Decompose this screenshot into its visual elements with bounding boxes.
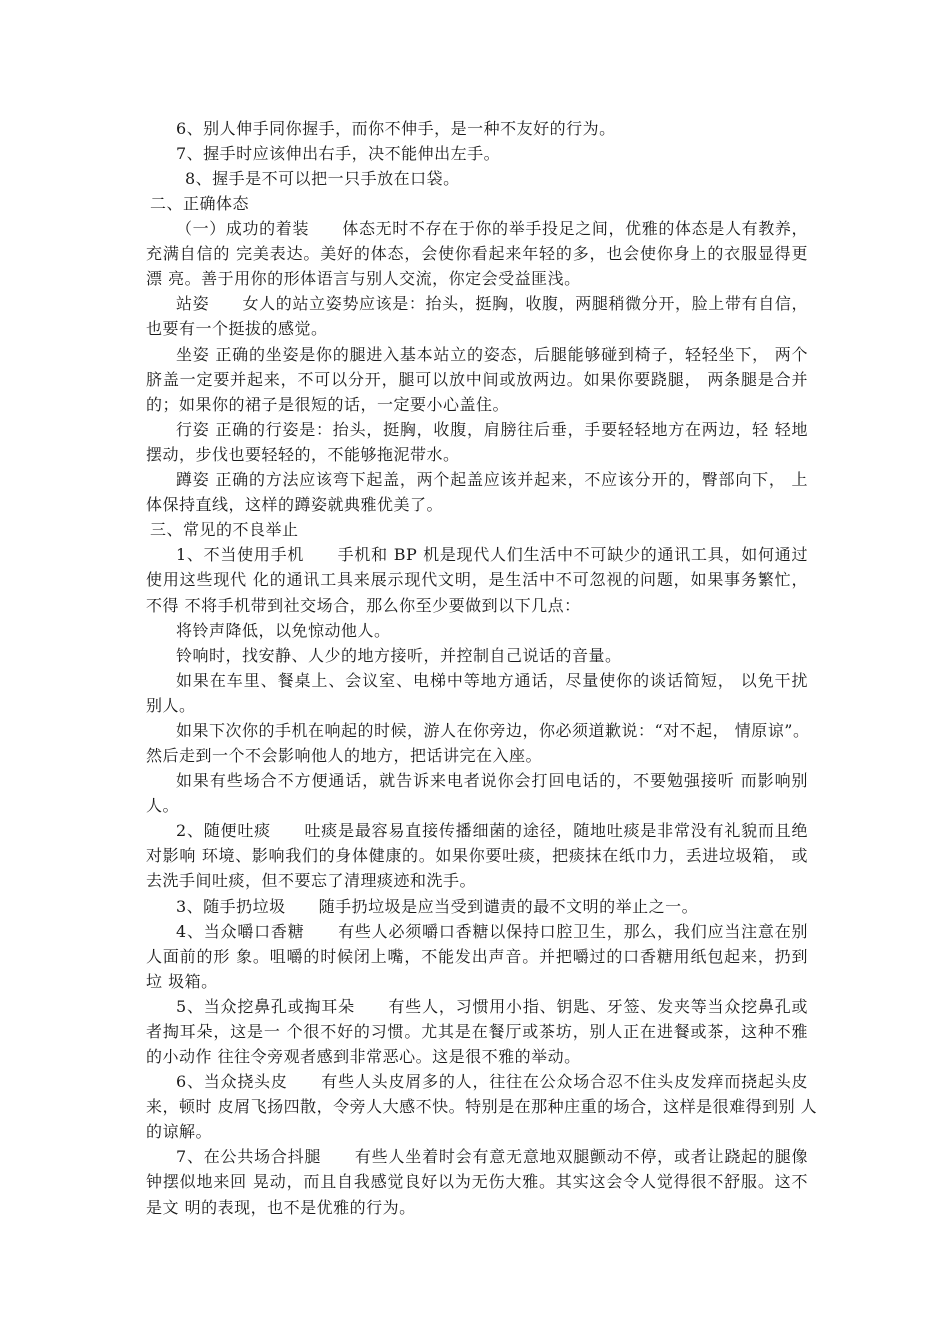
text-line: 也要有一个挺拔的感觉。 bbox=[146, 319, 328, 338]
text-line: 对影响 环境、影响我们的身体健康的。如果你要吐痰，把痰抹在纸巾力，丢进垃圾箱， 或 bbox=[146, 846, 808, 865]
text-line: 者掏耳朵，这是一 个很不好的习惯。尤其是在餐厅或茶坊，别人正在进餐或茶，这种不雅 bbox=[146, 1022, 808, 1041]
text-line: 摆动，步伐也要轻轻的，不能够拖泥带水。 bbox=[146, 445, 460, 464]
text-line: 人面前的形 象。咀嚼的时候闭上嘴，不能发出声音。并把嚼过的口香糖用纸包起来，扔到 bbox=[146, 947, 808, 966]
text-line: （一）成功的着装 体态无时不存在于你的举手投足之间，优雅的体态是人有教养， bbox=[176, 219, 808, 238]
text-line: 的；如果你的裙子是很短的话，一定要小心盖住。 bbox=[146, 395, 510, 414]
text-line: 去洗手间吐痰，但不要忘了清理痰迹和洗手。 bbox=[146, 871, 477, 890]
text-line: 7、在公共场合抖腿 有些人坐着时会有意无意地双腿颤动不停，或者让跷起的腿像 bbox=[176, 1147, 808, 1166]
text-line: 将铃声降低，以免惊动他人。 bbox=[176, 621, 391, 640]
text-line: 来，顿时 皮屑飞扬四散，令旁人大感不快。特别是在那种庄重的场合，这样是很难得到别 人 bbox=[146, 1097, 818, 1116]
text-line: 如果在车里、餐桌上、会议室、电梯中等地方通话，尽量使你的谈话简短， 以免干扰 bbox=[176, 671, 808, 690]
text-line: 行姿 正确的行姿是：抬头，挺胸，收腹，肩膀往后垂，手要轻轻地方在两边，轻 轻地 bbox=[176, 420, 808, 439]
text-line: 3、随手扔垃圾 随手扔垃圾是应当受到谴责的最不文明的举止之一。 bbox=[176, 897, 699, 916]
text-line: 站姿 女人的站立姿势应该是：抬头，挺胸，收腹，两腿稍微分开，脸上带有自信， bbox=[176, 294, 808, 313]
text-line: 垃 圾箱。 bbox=[146, 972, 218, 991]
text-line: 坐姿 正确的坐姿是你的腿进入基本站立的姿态，后腿能够碰到椅子，轻轻坐下， 两个 bbox=[176, 345, 808, 364]
text-line: 然后走到一个不会影响他人的地方，把话讲完在入座。 bbox=[146, 746, 543, 765]
text-line: 使用这些现代 化的通讯工具来展示现代文明，是生活中不可忽视的问题，如果事务繁忙， bbox=[146, 570, 808, 589]
text-line: 体保持直线，这样的蹲姿就典雅优美了。 bbox=[146, 495, 444, 514]
text-line: 1、不当使用手机 手机和 BP 机是现代人们生活中不可缺少的通讯工具，如何通过 bbox=[176, 545, 808, 564]
text-line: 钟摆似地来回 晃动，而且自我感觉良好以为无伤大雅。其实这会令人觉得很不舒服。这不 bbox=[146, 1172, 808, 1191]
section-heading: 三、常见的不良举止 bbox=[150, 520, 299, 539]
text-line: 漂 亮。善于用你的形体语言与别人交流，你定会受益匪浅。 bbox=[146, 269, 581, 288]
text-line: 7、握手时应该伸出右手，决不能伸出左手。 bbox=[176, 144, 501, 163]
text-line: 2、随便吐痰 吐痰是最容易直接传播细菌的途径，随地吐痰是非常没有礼貌而且绝 bbox=[176, 821, 808, 840]
text-line: 如果有些场合不方便通话，就告诉来电者说你会打回电话的，不要勉强接听 而影响别 bbox=[176, 771, 808, 790]
text-line: 人。 bbox=[146, 796, 180, 815]
text-line: 的谅解。 bbox=[146, 1122, 213, 1141]
text-line: 5、当众挖鼻孔或掏耳朵 有些人，习惯用小指、钥匙、牙签、发夹等当众挖鼻孔或 bbox=[176, 997, 808, 1016]
text-line: 别人。 bbox=[146, 696, 196, 715]
text-line: 是文 明的表现，也不是优雅的行为。 bbox=[146, 1198, 416, 1217]
text-line: 蹲姿 正确的方法应该弯下起盖，两个起盖应该并起来，不应该分开的，臀部向下， 上 bbox=[176, 470, 808, 489]
text-line: 8、握手是不可以把一只手放在口袋。 bbox=[185, 169, 460, 188]
text-line: 不得 不将手机带到社交场合，那么你至少要做到以下几点： bbox=[146, 596, 581, 615]
section-heading: 二、正确体态 bbox=[150, 194, 250, 213]
text-line: 充满自信的 完美表达。美好的体态，会使你看起来年轻的多，也会使你身上的衣服显得更 bbox=[146, 244, 808, 263]
text-line: 脐盖一定要并起来，不可以分开，腿可以放中间或放两边。如果你要跷腿， 两条腿是合并 bbox=[146, 370, 808, 389]
text-line: 铃响时，找安静、人少的地方接听，并控制自己说话的音量。 bbox=[176, 646, 622, 665]
text-line: 的小动作 往往令旁观者感到非常恶心。这是很不雅的举动。 bbox=[146, 1047, 581, 1066]
text-line: 6、当众挠头皮 有些人头皮屑多的人，往往在公众场合忍不住头皮发痒而挠起头皮 bbox=[176, 1072, 808, 1091]
text-line: 如果下次你的手机在响起的时候，游人在你旁边，你必须道歉说：“对不起， 情原谅”。 bbox=[176, 721, 810, 740]
text-line: 6、别人伸手同你握手，而你不伸手，是一种不友好的行为。 bbox=[176, 119, 616, 138]
text-line: 4、当众嚼口香糖 有些人必须嚼口香糖以保持口腔卫生，那么，我们应当注意在别 bbox=[176, 922, 808, 941]
